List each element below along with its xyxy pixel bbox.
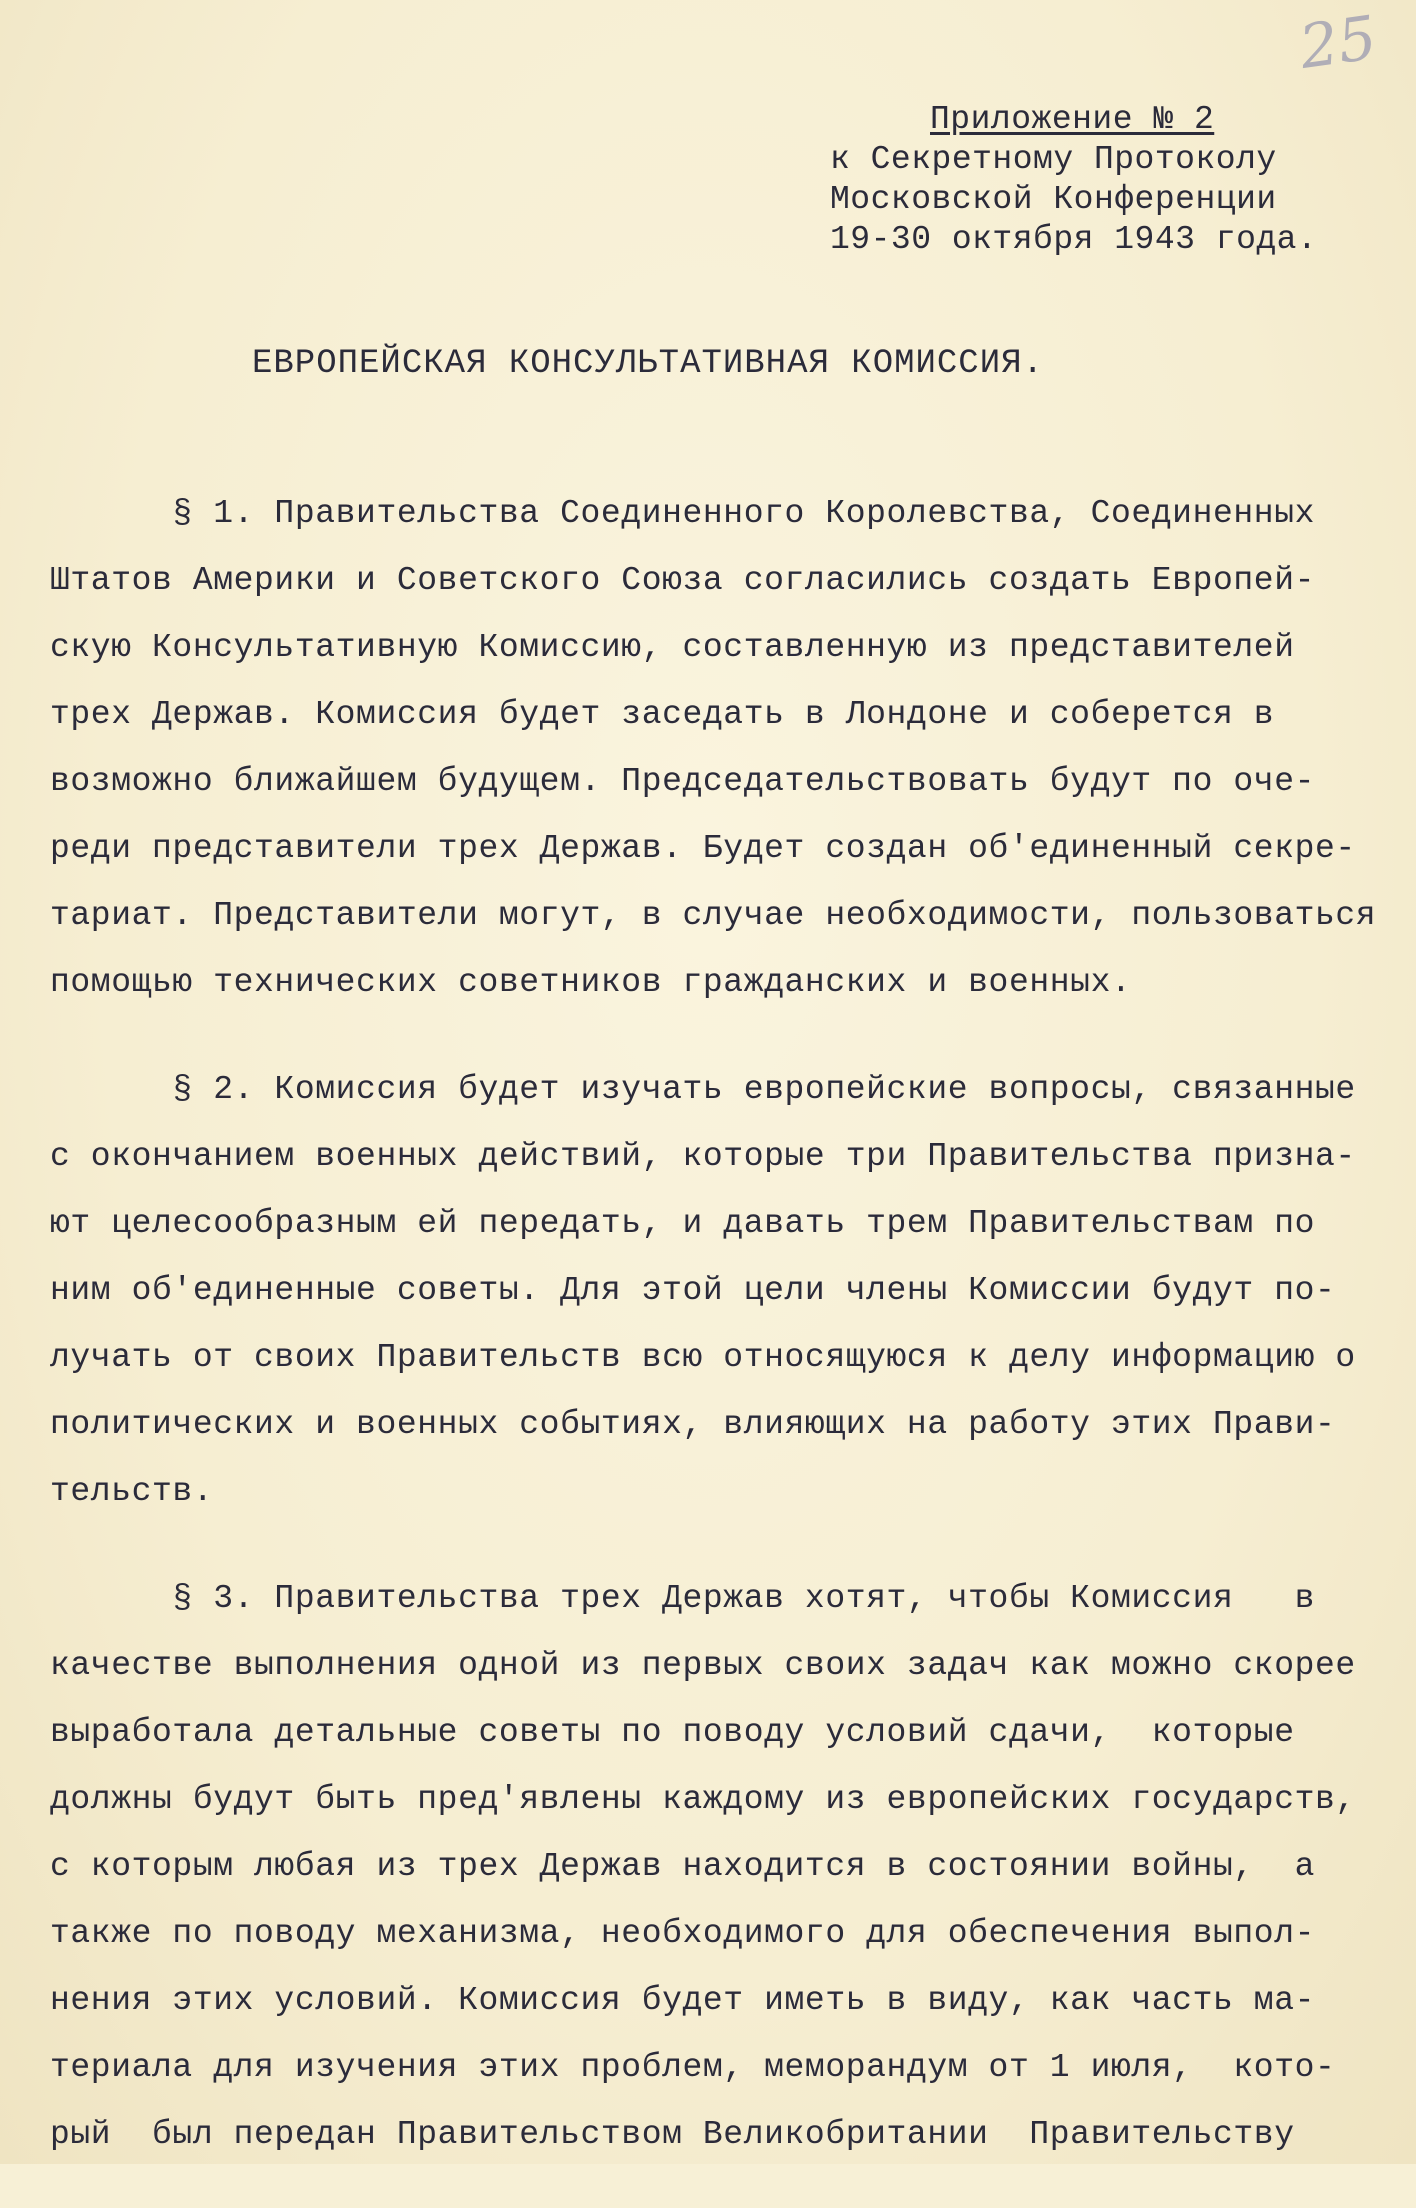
paragraph-line: § 1. Правительства Соединенного Королевства, Соединенных [50, 495, 1315, 532]
paragraph-line: Штатов Америки и Советского Союза согласились создать Европей- [50, 562, 1315, 599]
paragraph-line: тариат. Представители могут, в случае необходимости, пользоваться [50, 897, 1377, 934]
paragraph-line: выработала детальные советы по поводу условий сдачи, которые [50, 1714, 1295, 1751]
paragraph-line: териала для изучения этих проблем, меморандум от 1 июля, кото- [50, 2049, 1336, 2086]
paragraph-line: помощью технических советников гражданских и военных. [50, 964, 1132, 1001]
paragraph-line: качестве выполнения одной из первых своих задач как можно скорее [50, 1647, 1356, 1684]
paragraph-line: также по поводу механизма, необходимого для обеспечения выпол- [50, 1915, 1315, 1952]
paragraph-line: возможно ближайшем будущем. Председательствовать будут по оче- [50, 763, 1315, 800]
document-title: ЕВРОПЕЙСКАЯ КОНСУЛЬТАТИВНАЯ КОМИССИЯ. [252, 345, 1044, 383]
header-line-1: к Секретному Протоколу [830, 141, 1277, 178]
paragraph-line: рый был передан Правительством Великобритании Правительству [50, 2116, 1295, 2153]
paragraph-2 [50, 1056, 1390, 1525]
paragraph-line: трех Держав. Комиссия будет заседать в Лондоне и соберется в [50, 696, 1275, 733]
appendix-header [830, 100, 1317, 260]
paragraph-line: ним об'единенные советы. Для этой цели члены Комиссии будут по- [50, 1272, 1336, 1309]
paragraph-1 [50, 480, 1390, 1016]
paragraph-line: с окончанием военных действий, которые три Правительства призна- [50, 1138, 1356, 1175]
paragraph-line: с которым любая из трех Держав находится в состоянии войны, а [50, 1848, 1315, 1885]
paragraph-line: лучать от своих Правительств всю относящуюся к делу информацию о [50, 1339, 1356, 1376]
paragraph-line: § 2. Комиссия будет изучать европейские вопросы, связанные [50, 1071, 1356, 1108]
paragraph-line: скую Консультативную Комиссию, составленную из представителей [50, 629, 1295, 666]
appendix-label: Приложение № 2 [930, 101, 1215, 138]
archive-page-number: 25 [1295, 3, 1381, 83]
paragraph-line: должны будут быть пред'явлены каждому из европейских государств, [50, 1781, 1356, 1818]
paragraph-line: § 3. Правительства трех Держав хотят, чтобы Комиссия в [50, 1580, 1315, 1617]
paragraph-line: тельств. [50, 1473, 214, 1510]
header-line-2: Московской Конференции [830, 181, 1277, 218]
document-body [50, 480, 1390, 2208]
header-line-3: 19-30 октября 1943 года. [830, 221, 1318, 258]
paragraph-3 [50, 1565, 1390, 2168]
paragraph-line: нения этих условий. Комиссия будет иметь в виду, как часть ма- [50, 1982, 1315, 2019]
paragraph-line: ют целесообразным ей передать, и давать трем Правительствам по [50, 1205, 1315, 1242]
paragraph-line: политических и военных событиях, влияющих на работу этих Прави- [50, 1406, 1336, 1443]
paragraph-line: реди представители трех Держав. Будет создан об'единенный секре- [50, 830, 1356, 867]
